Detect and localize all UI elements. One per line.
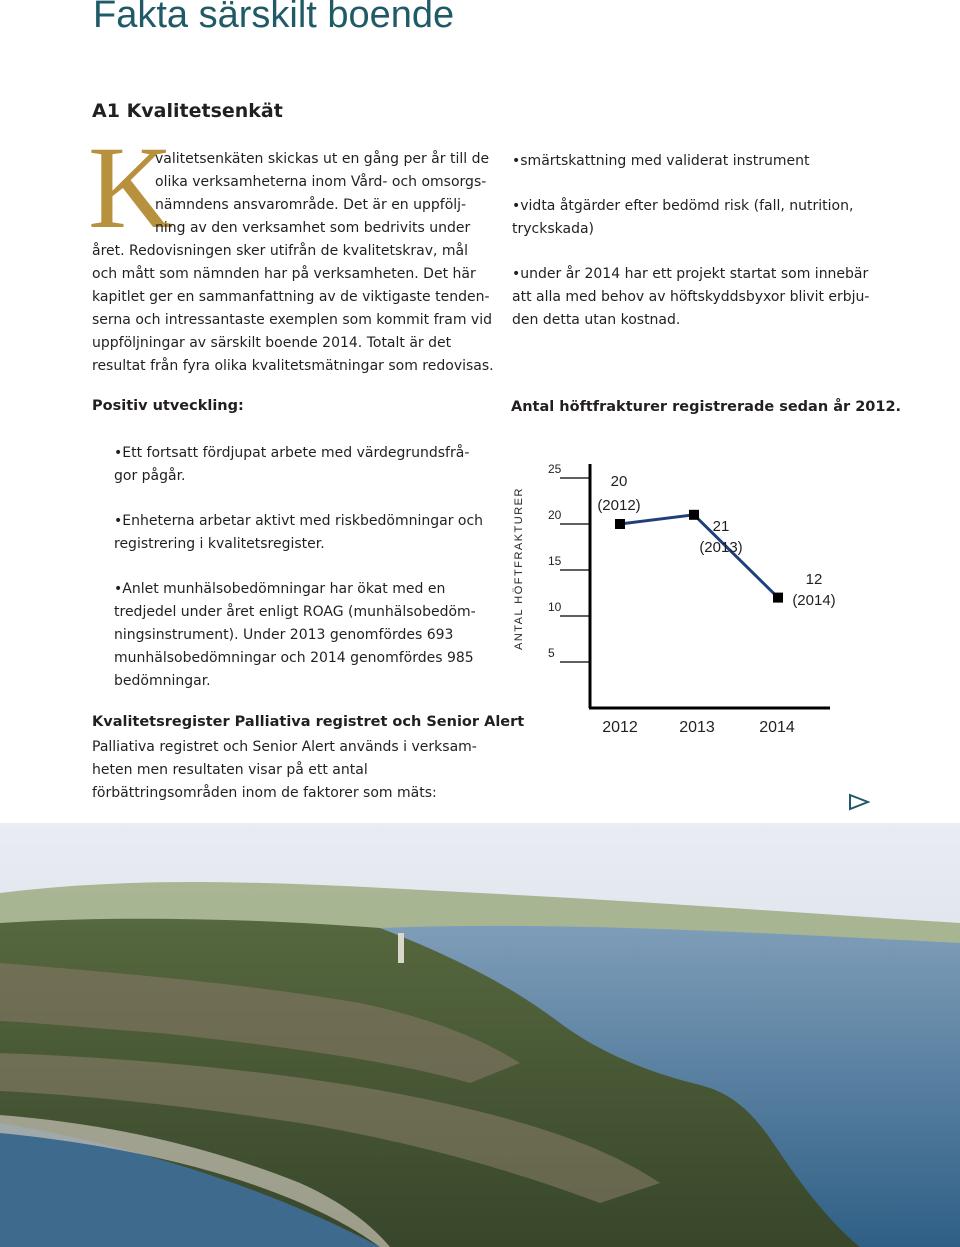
measures-list: [512, 150, 870, 354]
point-labels: [597, 473, 835, 609]
list-item-line: •Ett fortsatt fördjupat arbete med värdegrundsfrå-: [114, 445, 470, 461]
section-title: Kvalitetsenkät: [126, 100, 283, 122]
x-ticks: [602, 719, 795, 736]
list-item: [114, 510, 484, 556]
point-value-label: 20: [610, 473, 628, 490]
data-point-marker: [773, 593, 783, 603]
y-tick-label: 10: [548, 600, 562, 614]
y-tick-label: 25: [548, 462, 562, 476]
point-value-label: 12: [805, 571, 823, 588]
positive-list: [114, 442, 484, 715]
list-item-line: tredjedel under året enligt ROAG (munhälsobedöm-: [114, 604, 476, 620]
list-item-line: bedömningar.: [114, 673, 211, 689]
next-page-arrow-icon[interactable]: [848, 793, 870, 811]
positive-heading: Positiv utveckling:: [92, 398, 244, 414]
list-item: [512, 150, 862, 173]
list-item-line: munhälsobedömningar och 2014 genomfördes 985: [114, 650, 474, 666]
point-year-label: (2013): [699, 539, 743, 556]
intro-line: uppföljningar av särskilt boende 2014. Totalt är det: [92, 335, 452, 351]
point-year-label: (2012): [597, 497, 641, 514]
page-title: Fakta särskilt boende: [93, 0, 455, 36]
y-axis-title: ANTAL HÖFTFRAKTURER: [513, 487, 525, 650]
list-item-line: •under år 2014 har ett projekt startat som innebär: [512, 266, 869, 282]
list-item: [114, 578, 484, 693]
list-item: [512, 195, 862, 241]
dropcap-letter: K: [88, 122, 174, 253]
y-tick-label: 20: [548, 508, 562, 522]
hip-fracture-chart: [500, 450, 860, 750]
y-tick-label: 15: [548, 554, 562, 568]
intro-line: resultat från fyra olika kvalitetsmätningar som redovisas.: [92, 358, 494, 374]
register-line: förbättringsområden inom de faktorer som mäts:: [92, 785, 437, 801]
list-item-line: •Enheterna arbetar aktivt med riskbedömningar och: [114, 513, 484, 529]
series-markers: [615, 510, 783, 603]
intro-line: ning av den verksamhet som bedrivits under: [155, 220, 471, 236]
list-item-line: tryckskada): [512, 221, 594, 237]
list-item-line: •vidta åtgärder efter bedömd risk (fall, nutrition,: [512, 198, 854, 214]
intro-line: serna och intressantaste exemplen som kommit fram vid: [92, 312, 492, 328]
data-point-marker: [689, 510, 699, 520]
intro-paragraph: [92, 148, 494, 378]
intro-line: olika verksamheterna inom Vård- och omsorgs-: [155, 174, 487, 190]
data-point-marker: [615, 519, 625, 529]
register-line: heten men resultaten visar på ett antal: [92, 762, 368, 778]
register-heading: Kvalitetsregister Palliativa registret och Senior Alert: [92, 714, 525, 730]
series-line: [620, 515, 778, 598]
x-tick-label: 2013: [679, 719, 715, 736]
point-value-label: 21: [712, 518, 730, 535]
intro-line: och mått som nämnden har på verksamheten. Det här: [92, 266, 476, 282]
chart-heading: Antal höftfrakturer registrerade sedan år 2012.: [511, 399, 902, 415]
list-item-line: att alla med behov av höftskyddsbyxor blivit erbju-: [512, 289, 870, 305]
list-item-line: gor pågår.: [114, 468, 186, 484]
list-item: [114, 442, 484, 488]
aerial-city-photo: [0, 823, 960, 1247]
x-tick-label: 2014: [759, 719, 795, 736]
intro-line: nämndens ansvarområde. Det är en uppfölj-: [155, 197, 467, 213]
intro-line: kapitlet ger en sammanfattning av de viktigaste tenden-: [92, 289, 490, 305]
y-tick-label: 5: [548, 646, 555, 660]
y-ticks: [548, 462, 590, 662]
list-item-line: den detta utan kostnad.: [512, 312, 681, 328]
list-item: [512, 263, 870, 332]
intro-line: valitetsenkäten skickas ut en gång per år till de: [155, 151, 490, 167]
list-item-line: •Anlet munhälsobedömningar har ökat med en: [114, 581, 446, 597]
section-heading: [92, 100, 283, 122]
point-year-label: (2014): [792, 592, 836, 609]
intro-line: året. Redovisningen sker utifrån de kvalitetskrav, mål: [92, 243, 469, 259]
section-code: A1: [92, 100, 120, 122]
register-paragraph: [92, 736, 482, 805]
x-tick-label: 2012: [602, 719, 638, 736]
list-item-line: ningsinstrument). Under 2013 genomfördes 693: [114, 627, 454, 643]
list-item-line: registrering i kvalitetsregister.: [114, 536, 325, 552]
list-item-line: •smärtskattning med validerat instrument: [512, 153, 810, 169]
register-line: Palliativa registret och Senior Alert används i verksam-: [92, 739, 477, 755]
